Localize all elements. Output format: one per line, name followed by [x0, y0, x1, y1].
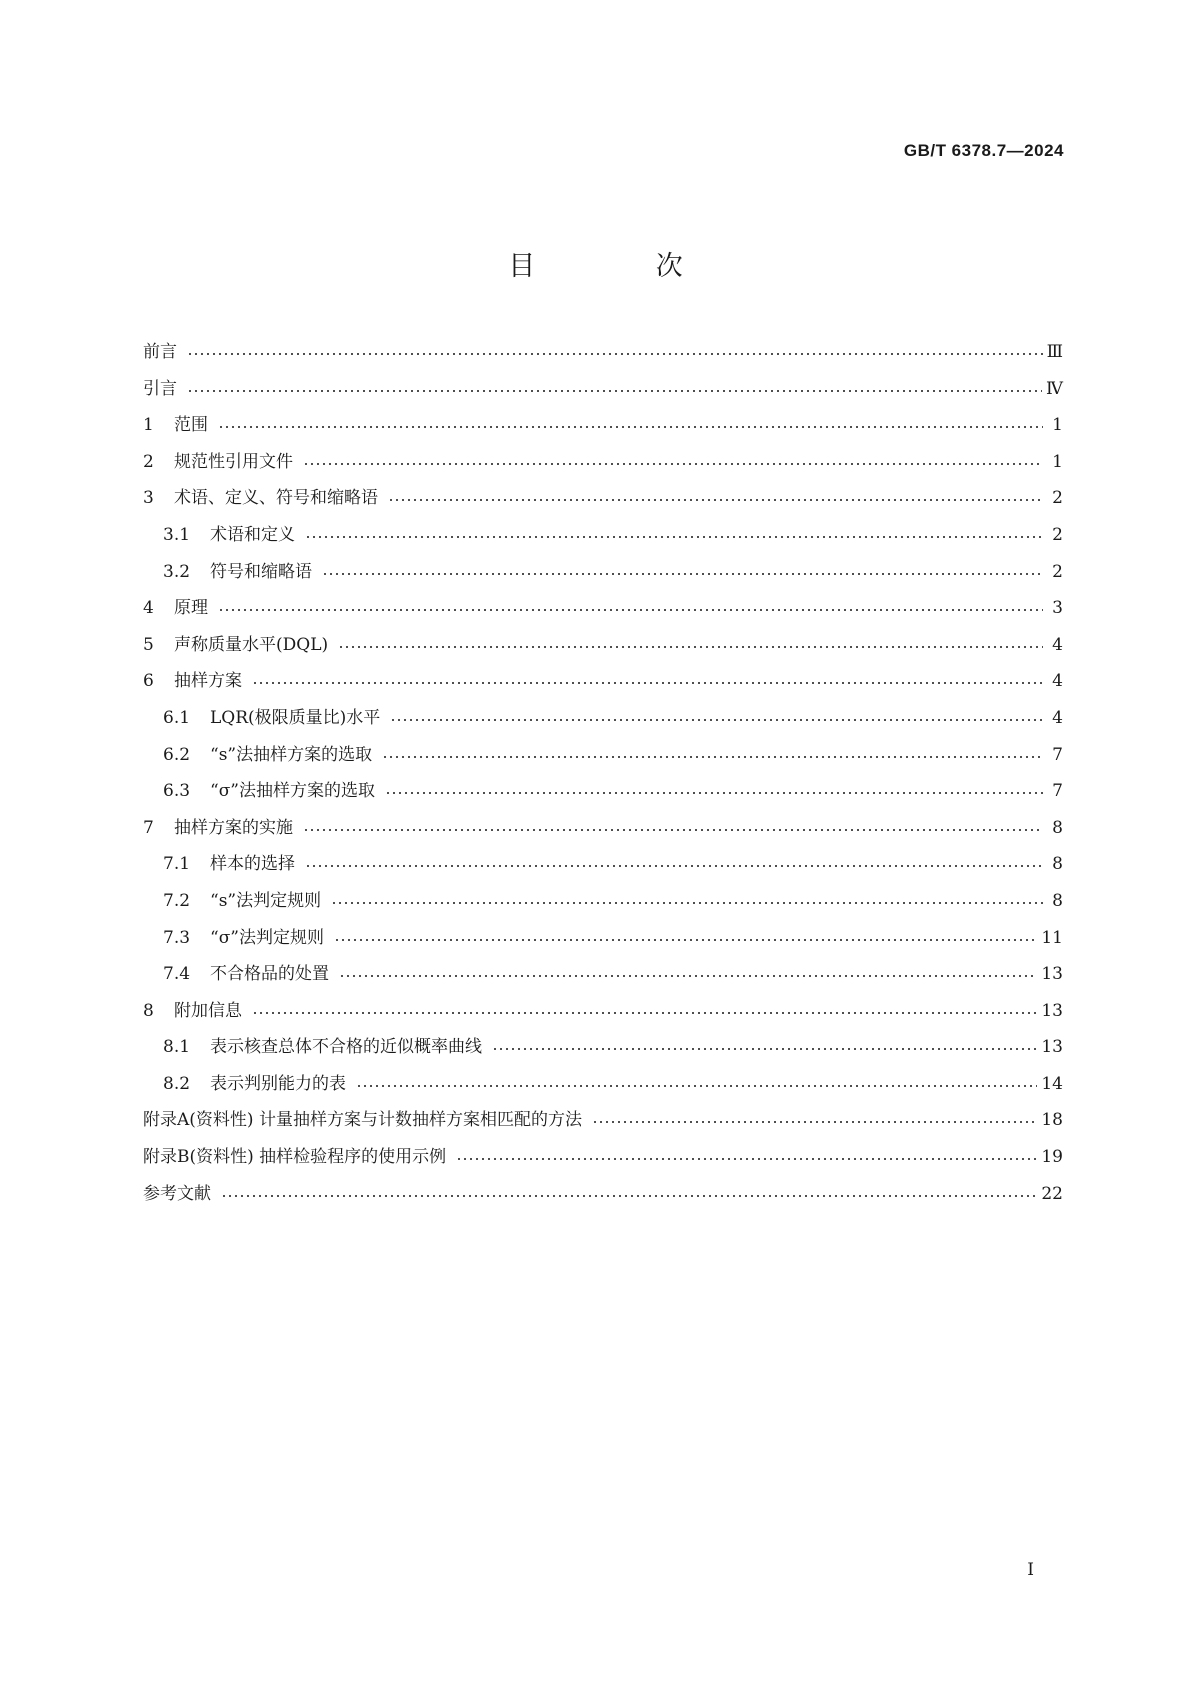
toc-entry-title: “s”法判定规则 [210, 890, 322, 911]
dot-leader [252, 999, 1037, 1016]
dot-leader [390, 706, 1043, 723]
toc-entry[interactable] [143, 813, 1063, 850]
toc-entry[interactable] [143, 630, 1063, 667]
toc-entry-number: 2 [143, 451, 154, 472]
toc-entry-page: 7 [1052, 744, 1063, 765]
toc-entry-number: 7.3 [163, 927, 191, 948]
toc-entry-title: 前言 [143, 342, 177, 362]
toc-entry-page: 8 [1052, 854, 1063, 875]
toc-entry[interactable] [143, 776, 1063, 813]
toc-entry-number: 1 [143, 415, 154, 436]
toc-entry-page: 4 [1052, 671, 1063, 692]
toc-entry-title: 附加信息 [174, 1000, 242, 1021]
toc-entry-number: 8.2 [163, 1073, 191, 1094]
toc-entry[interactable] [143, 1069, 1063, 1106]
dot-leader [221, 1182, 1037, 1199]
toc-entry-number: 5 [143, 634, 154, 655]
toc-entry[interactable] [143, 923, 1063, 960]
toc-entry-page: 7 [1052, 781, 1063, 802]
dot-leader [305, 523, 1043, 540]
toc-entry-number: 3 [143, 488, 154, 509]
page-number: Ⅰ [1027, 1560, 1034, 1580]
dot-leader [385, 779, 1043, 796]
toc-entry-title: “s”法抽样方案的选取 [210, 744, 373, 765]
toc-entry-page: 3 [1052, 598, 1063, 619]
dot-leader [592, 1108, 1037, 1125]
toc-entry[interactable] [143, 996, 1063, 1033]
toc-entry-page: 4 [1052, 707, 1063, 728]
toc-entry-page: 13 [1041, 964, 1063, 985]
standard-code: GB/T 6378.7—2024 [903, 141, 1064, 160]
dot-leader [303, 450, 1043, 467]
dot-leader [331, 889, 1043, 906]
toc-entry-page: 19 [1041, 1147, 1063, 1168]
toc-entry[interactable] [143, 959, 1063, 996]
toc-entry-title: 声称质量水平(DQL) [174, 634, 329, 655]
dot-leader [339, 962, 1037, 979]
toc-entry-number: 8 [143, 1000, 154, 1021]
toc-entry-page: 22 [1041, 1183, 1063, 1204]
toc-entry[interactable] [143, 483, 1063, 520]
toc-entry[interactable] [143, 740, 1063, 777]
toc-entry-title: 表示判别能力的表 [210, 1073, 346, 1094]
toc-entry-page: 13 [1041, 1000, 1063, 1021]
toc-entry-number: 6 [143, 671, 154, 692]
toc-entry-page: 18 [1041, 1110, 1063, 1131]
dot-leader [356, 1072, 1037, 1089]
toc-entry-page: 1 [1052, 415, 1063, 436]
toc-entry-title: 引言 [143, 378, 177, 399]
page-title: 目 次 [508, 251, 739, 282]
toc-entry[interactable] [143, 557, 1063, 594]
toc-entry-title: 术语和定义 [210, 524, 295, 545]
toc-entry-page: Ⅲ [1046, 342, 1063, 362]
toc-entry[interactable] [143, 410, 1063, 447]
toc-entry-number: 8.1 [163, 1037, 191, 1058]
toc-entry-number: 7.1 [163, 854, 191, 875]
dot-leader [382, 743, 1043, 760]
toc-entry-title: 抽样方案 [174, 671, 242, 692]
toc-entry-title: 附录B(资料性) 抽样检验程序的使用示例 [143, 1147, 447, 1168]
toc-entry-title: 附录A(资料性) 计量抽样方案与计数抽样方案相匹配的方法 [143, 1110, 582, 1131]
toc-entry-number: 3.2 [163, 561, 191, 582]
toc-entry[interactable] [143, 703, 1063, 740]
toc-entry-title: 抽样方案的实施 [174, 817, 293, 838]
toc-entry-number: 6.2 [163, 744, 191, 765]
toc-entry[interactable] [143, 666, 1063, 703]
toc-entry-number: 7.2 [163, 890, 191, 911]
dot-leader [334, 926, 1037, 943]
toc-entry-title: 样本的选择 [210, 854, 295, 875]
dot-leader [218, 596, 1043, 613]
toc-entry-page: 8 [1052, 817, 1063, 838]
toc-entry-title: 符号和缩略语 [210, 561, 312, 582]
toc-entry-number: 4 [143, 598, 154, 619]
dot-leader [338, 633, 1043, 650]
toc-entry-title: 规范性引用文件 [174, 451, 293, 472]
toc-entry-title: 参考文献 [143, 1183, 211, 1204]
toc-entry-page: 1 [1052, 451, 1063, 472]
toc-entry-page: 11 [1041, 927, 1063, 948]
toc-entry[interactable] [143, 849, 1063, 886]
dot-leader [303, 816, 1043, 833]
toc-entry[interactable] [143, 1032, 1063, 1069]
toc-entry-title: “σ”法抽样方案的选取 [210, 781, 375, 802]
toc-entry-page: 13 [1041, 1037, 1063, 1058]
dot-leader [187, 340, 1043, 357]
toc-entry-title: “σ”法判定规则 [210, 927, 324, 948]
dot-leader [456, 1145, 1037, 1162]
dot-leader [388, 486, 1043, 503]
toc-entry-number: 6.3 [163, 781, 191, 802]
toc-entry-page: 2 [1052, 524, 1063, 545]
toc-entry-title: LQR(极限质量比)水平 [210, 707, 381, 728]
toc-entry-number: 7 [143, 817, 154, 838]
toc-entry-title: 表示核查总体不合格的近似概率曲线 [210, 1037, 482, 1058]
toc-entry[interactable] [143, 886, 1063, 923]
toc-entry-page: 2 [1052, 488, 1063, 509]
dot-leader [305, 852, 1043, 869]
toc-entry-title: 不合格品的处置 [210, 964, 329, 985]
toc-entry[interactable] [143, 520, 1063, 557]
toc-entry-page: Ⅳ [1046, 378, 1063, 399]
toc-entry[interactable] [143, 593, 1063, 630]
toc-entry[interactable] [143, 1142, 1063, 1179]
toc-entry-page: 8 [1052, 890, 1063, 911]
toc-entry-page: 14 [1041, 1073, 1063, 1094]
toc-entry-title: 术语、定义、符号和缩略语 [174, 488, 378, 509]
toc-entry[interactable] [143, 447, 1063, 484]
toc-entry-page: 4 [1052, 634, 1063, 655]
toc-entry[interactable] [143, 337, 1063, 374]
toc-entry[interactable] [143, 374, 1063, 411]
toc-entry-number: 6.1 [163, 707, 191, 728]
toc-entry-number: 3.1 [163, 524, 191, 545]
dot-leader [492, 1035, 1037, 1052]
table-of-contents [143, 337, 1063, 1215]
toc-entry-title: 原理 [174, 598, 208, 619]
toc-entry-number: 7.4 [163, 964, 191, 985]
dot-leader [218, 413, 1043, 430]
toc-entry-title: 范围 [174, 415, 208, 436]
dot-leader [252, 669, 1043, 686]
toc-entry-page: 2 [1052, 561, 1063, 582]
dot-leader [187, 377, 1042, 394]
toc-entry[interactable] [143, 1105, 1063, 1142]
dot-leader [322, 560, 1043, 577]
toc-entry[interactable] [143, 1179, 1063, 1216]
